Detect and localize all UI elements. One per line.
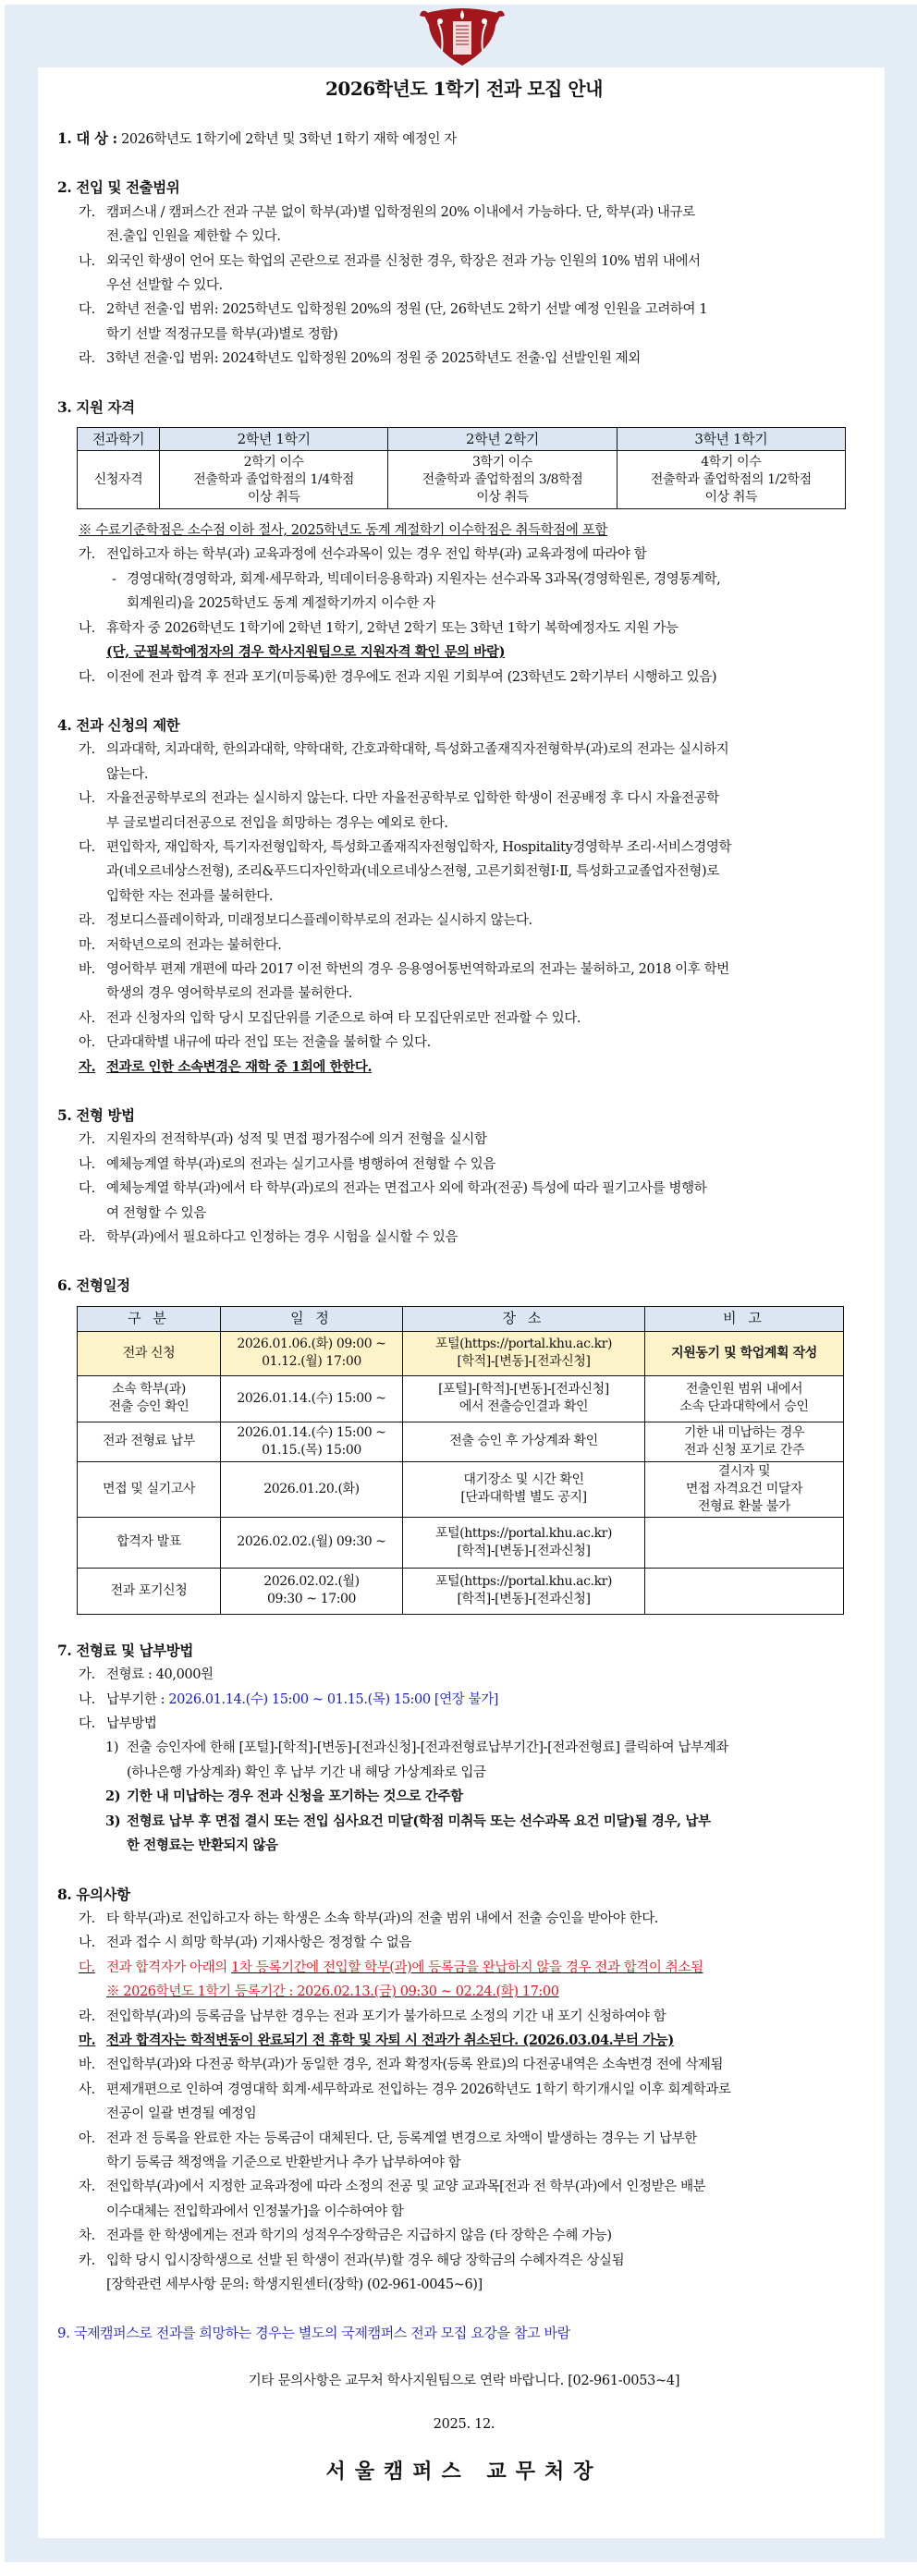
cell-line: 2학기 이수 [243,454,304,470]
section-heading: 2. 전입 및 전출범위 [57,178,180,197]
item-line: 예체능계열 학부(과)로의 전과는 실기고사를 병행하여 전형할 수 있음 [106,1156,495,1172]
schedule-category-cell [78,1331,221,1375]
item-line: 전입학부(과)와 다전공 학부(과)가 동일한 경우, 전과 확정자(등록 완료)의 다전공내역은 소속변경 전에 삭제됨 [106,2057,724,2073]
signature: 서울캠퍼스 교무처장 [325,2459,603,2484]
cell-line: 2026.01.14.(수) 15:00 ~ [237,1390,386,1406]
list-item [79,2005,871,2029]
schedule-place-cell [403,1568,645,1614]
item-line [106,1056,871,1080]
list-item [79,2175,871,2224]
table-cell [160,451,388,509]
cell-line: 전과 전형료 납부 [103,1434,195,1449]
list-item [79,1226,871,1250]
table-header: 구 분 [78,1306,221,1331]
item-line: 전입학부(과)에서 지정한 교육과정에 따라 소정의 전공 및 교양 교과목[전과 전 학부(과)에서 인정받은 배분 [106,2179,706,2195]
cell-line: 4학기 이수 [701,454,762,470]
item-line: 전공이 일괄 변경될 예정임 [106,2106,257,2122]
section-heading: 9. 국제캠퍼스로 전과를 희망하는 경우는 별도의 국제캠퍼스 전과 모집 요강을 참고 바람 [57,2325,570,2342]
cell-line: 지원동기 및 학업계획 작성 [671,1345,817,1361]
item-line: 납부방법 [106,1716,157,1732]
cell-line: [학적]-[변동]-[전과신청] [457,1592,591,1607]
list-item [79,617,871,665]
university-crest-icon [418,6,507,67]
cell-line: 전출 승인 후 가상계좌 확인 [449,1434,598,1449]
table-header: 일 정 [221,1306,403,1331]
cell-line: 2026.01.14.(수) 15:00 ~ [237,1424,386,1440]
cell-line: 전출인원 범위 내에서 [685,1382,803,1398]
section-text: 2026학년도 1학기에 2학년 및 3학년 1학기 재학 예정인 자 [121,132,457,147]
section-target [57,127,871,152]
item-line [106,2029,871,2053]
cell-line: 전출학과 졸업학점의 3/8학점 [422,471,583,487]
schedule-place-cell [403,1422,645,1461]
text-segment: ※ 2026학년도 1학기 등록기간 : 2026.02.13.(금) 09:30 ~ 02.24.(화) 17:00 [106,1984,559,2000]
list-item [79,1056,871,1080]
issue-date: 2025. 12. [433,2416,495,2432]
item-label: 다. [79,302,95,318]
schedule-place-cell [403,1517,645,1568]
cell-line: 전출학과 졸업학점의 1/2학점 [650,471,812,487]
schedule-place-cell [403,1461,645,1517]
cell-line: 이상 취득 [704,489,758,505]
schedule-schedule-cell [221,1422,403,1461]
item-label: 바. [79,961,95,977]
text-segment: 납부기한 : [106,1691,169,1707]
item-line: 저학년으로의 전과는 불허한다. [106,937,282,953]
cell-line: 포털(https://portal.khu.ac.kr) [434,1337,613,1352]
eligibility-table [77,427,846,509]
section-heading: 8. 유의사항 [57,1885,130,1903]
section-transfer-range [57,176,871,371]
cell-line: 2026.02.02.(월) [263,1574,360,1590]
cell-line: [단과대학별 별도 공지] [460,1490,587,1506]
item-line: 캠퍼스내 / 캠퍼스간 전과 구분 없이 학부(과)별 입학정원의 20% 이내에서 가능하다. 단, 학부(과) 내규로 [106,204,695,220]
item-line: 학생의 경우 영어학부로의 전과를 불허한다. [106,986,352,1002]
item-line: 않는다. [106,766,149,782]
section-eligibility [57,396,871,690]
item-label: 아. [79,1035,95,1051]
note-item [79,519,871,543]
item-label: 아. [79,2130,95,2146]
item-label: 가. [79,204,95,220]
table-row [78,1422,844,1461]
cell-line: 2026.01.06.(화) 09:00 ~ [237,1337,386,1352]
item-line: 입학 당시 입시장학생으로 선발 된 학생이 전과(부)할 경우 해당 장학금의 수혜자격은 상실됨 [106,2252,625,2268]
table-header: 비 고 [645,1306,844,1331]
schedule-note-cell [645,1375,844,1422]
sub-item [112,568,871,617]
contact-info: 기타 문의사항은 교무처 학사지원팀으로 연락 바랍니다. [02-961-0053~4] [248,2373,680,2388]
list-item [79,1712,871,1736]
item-label: 나. [79,791,95,807]
table-row [78,1517,844,1568]
item-line: 학기 선발 적정규모를 학부(과)별로 정함) [106,326,338,342]
item-line: 학기 등록금 책정액을 기준으로 반환받거나 추가 납부하여야 함 [106,2155,461,2170]
schedule-place-cell [403,1375,645,1422]
schedule-note-cell [645,1517,844,1568]
list-item [79,1688,871,1712]
table-cell [388,451,617,509]
cell-line: 2026.01.20.(화) [263,1481,360,1496]
item-line: 전과 접수 시 희망 학부(과) 기재사항은 정정할 수 없음 [106,1935,411,1951]
schedule-table [77,1306,844,1615]
table-header-row [78,1306,844,1331]
item-label: 바. [79,2057,95,2073]
item-label: 자. [79,2179,95,2195]
section-heading: 1. 대 상 : [57,129,117,147]
item-line: 전출 승인자에 한해 [포털]-[학적]-[변동]-[전과신청]-[전과전형료납부기간]-[전과전형료] 클릭하여 납부계좌 [127,1740,728,1756]
item-label: 나. [79,253,95,269]
item-label: 사. [79,1010,95,1026]
document-title: 2026학년도 1학기 전과 모집 안내 [325,78,603,100]
text-segment: 전과로 인한 소속변경은 재학 중 1회에 한한다. [106,1058,373,1075]
list-item [79,1931,871,1955]
item-label: 라. [79,1230,95,1246]
table-row [78,1568,844,1614]
item-label: 나. [79,1691,95,1707]
item-label: 1) [105,1740,119,1756]
table-header: 3학년 1학기 [617,428,845,451]
schedule-category-cell [78,1375,221,1422]
cell-line: 결시자 및 [717,1463,771,1479]
item-label: - [112,571,116,587]
cell-line: 소속 단과대학에서 승인 [679,1399,809,1415]
item-line: 외국인 학생이 언어 또는 학업의 곤란으로 전과를 신청한 경우, 학장은 전과 가능 인원의 10% 범위 내에서 [106,253,701,269]
item-line: 회계원리)을 2025학년도 동계 계절학기까지 이수한 자 [127,596,435,612]
university-logo [418,6,507,67]
item-label: 가. [79,742,95,758]
table-header: 2학년 2학기 [388,428,617,451]
section-heading: 7. 전형료 및 납부방법 [57,1641,193,1659]
list-item [79,2029,871,2053]
cell-line: 전과 신청 [122,1345,176,1361]
item-line [106,641,871,665]
item-line [127,1834,871,1858]
item-line: 의과대학, 치과대학, 한의과대학, 약학대학, 간호과학대학, 특성화고졸재직자전형학부(과)로의 전과는 실시하지 [106,742,729,758]
section-heading: 6. 전형일정 [57,1276,130,1295]
list-item [79,2127,871,2176]
cell-line: 01.15.(목) 15:00 [262,1442,361,1458]
item-label: 다. [79,1959,95,1975]
section-notes [57,1883,871,2298]
cell-line: 이상 취득 [247,489,300,505]
item-line: 전입학부(과)의 등록금을 납부한 경우는 전과 포기가 불가하므로 소정의 기간 내 포기 신청하여야 함 [106,2008,666,2024]
text-segment: 2026.01.14.(수) 15:00 ~ 01.15.(목) 15:00 [연장 불가] [168,1691,499,1707]
text-segment: 전과 합격자가 아래의 [106,1959,232,1975]
table-cell [617,451,845,509]
cell-line: 전출학과 졸업학점의 1/4학점 [193,471,355,487]
cell-line: 전과 포기신청 [110,1582,188,1598]
schedule-category-cell [78,1422,221,1461]
schedule-schedule-cell [221,1461,403,1517]
list-item [79,934,871,958]
list-item [79,298,871,347]
item-label: 마. [79,937,95,953]
item-label: 차. [79,2228,95,2244]
item-line: 학부(과)에서 필요하다고 인정하는 경우 시험을 실시할 수 있음 [106,1230,458,1246]
item-label: 3) [105,1813,121,1829]
item-label: 가. [79,1132,95,1148]
table-header: 장 소 [403,1306,645,1331]
item-line [127,1810,871,1834]
item-list [57,1128,871,1250]
schedule-note-cell [645,1422,844,1461]
schedule-note-cell [645,1568,844,1614]
list-item [79,1007,871,1031]
item-line: 전.출입 인원을 제한할 수 있다. [106,229,281,245]
table-header: 2학년 1학기 [160,428,388,451]
item-label: 사. [79,2082,95,2097]
table-header: 전과학기 [78,428,160,451]
item-line: 3학년 전출·입 범위: 2024학년도 입학정원 20%의 정원 중 2025학년도 전출·입 선발인원 제외 [106,351,641,367]
list-item [79,1128,871,1152]
text-segment: 기한 내 미납하는 경우 전과 신청을 포기하는 것으로 간주함 [127,1789,463,1805]
cell-line: 2026.02.02.(월) 09:30 ~ [237,1534,386,1550]
list-item [79,2053,871,2077]
list-item [79,250,871,299]
list-item [79,738,871,787]
list-item [105,1810,871,1859]
cell-line: [학적]-[변동]-[전과신청] [457,1543,591,1558]
table-row [78,1461,844,1517]
item-line [79,519,871,543]
item-line: 전과 신청자의 입학 당시 모집단위를 기준으로 하여 타 모집단위로만 전과할 수 있다. [106,1010,581,1026]
table-row [78,451,846,509]
item-label: 마. [79,2032,96,2048]
cell-line: 포털(https://portal.khu.ac.kr) [434,1525,613,1541]
item-line: 영어학부 편제 개편에 따라 2017 이전 학번의 경우 응용영어통번역학과로의 전과는 불허하고, 2018 이후 학번 [106,961,729,977]
item-label: 라. [79,2008,95,2024]
cell-line: 3학기 이수 [471,454,533,470]
item-line: 전과를 한 학생에게는 전과 학기의 성적우수장학금은 지급하지 않음 (타 장학은 수혜 가능) [106,2228,612,2244]
list-item [79,1956,871,2005]
cell-line: 포털(https://portal.khu.ac.kr) [434,1574,613,1590]
list-item [79,347,871,371]
item-list [57,1663,871,1858]
list-item [79,958,871,1007]
item-line: 예체능계열 학부(과)에서 타 학부(과)로의 전과는 면접고사 외에 학과(전공) 특성에 따라 필기고사를 병행하 [106,1181,707,1197]
item-line [106,1980,871,2004]
item-line: 여 전형할 수 있음 [106,1205,206,1221]
item-line: 편입학자, 재입학자, 특기자전형입학자, 특성화고졸재직자전형입학자, Hospitality경영학부 조리·서비스경영학 [106,839,732,855]
item-line: 우선 선발할 수 있다. [106,278,223,294]
list-item [79,1907,871,1931]
cell-line: [학적]-[변동]-[전과신청] [457,1354,591,1370]
list-item [79,1177,871,1226]
text-segment: ※ 수료기준학점은 소수점 이하 절사, 2025학년도 동계 계절학기 이수학점은 취득학점에 포함 [79,523,607,539]
section-heading: 3. 지원 자격 [57,397,135,416]
list-item [105,1736,871,1785]
table-row [78,1375,844,1422]
cell-line: 면접 자격요건 미달자 [685,1481,803,1496]
schedule-schedule-cell [221,1375,403,1422]
list-item [79,909,871,933]
cell-line: 전과 신청 포기로 간주 [683,1442,805,1458]
schedule-schedule-cell [221,1568,403,1614]
cell-line: 면접 및 실기고사 [103,1481,195,1496]
list-item [79,2078,871,2127]
item-label: 다. [79,839,95,855]
item-line: 과(네오르네상스전형), 조리&푸드디자인학과(네오르네상스전형, 고른기회전형Ⅰ·Ⅱ, 특성화고교졸업자전형)로 [106,864,719,880]
item-label: 나. [79,1935,95,1951]
list-item [79,836,871,909]
item-line: 지원자의 전적학부(과) 성적 및 면접 평가점수에 의거 전형을 실시함 [106,1132,487,1148]
section-schedule [57,1274,871,1614]
item-list [57,738,871,1080]
item-label: 2) [105,1789,121,1805]
schedule-schedule-cell [221,1331,403,1375]
section-global-campus [57,2321,871,2345]
list-item [79,2249,871,2298]
cell-line: 전출 승인 확인 [108,1399,190,1415]
item-label: 가. [79,1911,95,1926]
item-list [57,1907,871,2298]
cell-line: 전형료 환불 불가 [698,1498,790,1514]
item-line: 편제개편으로 인하여 경영대학 회계·세무학과로 전입하는 경우 2026학년도 1학기 학기개시일 이후 회계학과로 [106,2082,731,2097]
item-line: (하나은행 가상계좌) 확인 후 납부 기간 내 해당 가상계좌로 입금 [127,1764,486,1780]
schedule-category-cell [78,1461,221,1517]
cell-line: 01.12.(월) 17:00 [262,1354,361,1370]
cell-line: 에서 전출승인결과 확인 [458,1399,589,1415]
list-item [79,1153,871,1177]
item-label: 자. [79,1058,96,1075]
list-item [79,1663,871,1687]
schedule-place-cell [403,1331,645,1375]
item-line: 전형료 : 40,000원 [106,1667,214,1683]
item-line: 단과대학별 내규에 따라 전입 또는 전출을 불허할 수 있다. [106,1035,431,1051]
text-segment: 전과 합격자는 학적변동이 완료되기 전 휴학 및 자퇴 시 전과가 취소된다. (2026.03.04.부터 가능) [106,2032,674,2048]
item-label: 가. [79,547,95,563]
list-item [79,787,871,836]
item-line: 전입하고자 하는 학부(과) 교육과정에 선수과목이 있는 경우 전입 학부(과) 교육과정에 따라야 함 [106,547,647,563]
item-line: 자율전공학부로의 전과는 실시하지 않는다. 다만 자율전공학부로 입학한 학생이 전공배정 후 다시 자율전공학 [106,791,719,807]
list-item [105,1785,871,1809]
cell-line: [포털]-[학적]-[변동]-[전과신청] [438,1382,609,1398]
schedule-note-cell [645,1461,844,1517]
notice-document [38,67,885,2538]
schedule-category-cell [78,1568,221,1614]
cell-line: 이상 취득 [476,489,529,505]
table-row-label: 신청자격 [78,451,160,509]
text-segment: 1차 등록기간에 전입할 학부(과)에 등록금을 완납하지 않을 경우 전과 합격이 취소됨 [231,1959,703,1975]
list-item [79,1031,871,1055]
table-header-row [78,428,846,451]
section-restrictions [57,714,871,1080]
item-line [106,1688,871,1712]
item-label: 라. [79,913,95,929]
item-line: 휴학자 중 2026학년도 1학기에 2학년 1학기, 2학년 2학기 또는 3학년 1학기 복학예정자도 지원 가능 [106,620,679,636]
schedule-schedule-cell [221,1517,403,1568]
item-label: 가. [79,1667,95,1683]
item-line: 입학한 자는 전과를 불허한다. [106,888,274,904]
item-line: 전과 전 등록을 완료한 자는 등록금이 대체된다. 단, 등록계열 변경으로 차액이 발생하는 경우는 기 납부한 [106,2130,697,2146]
list-item [79,543,871,567]
item-list [57,201,871,372]
item-line: 경영대학(경영학과, 회계·세무학과, 빅데이터응용학과) 지원자는 선수과목 3과목(경영학원론, 경영통계학, [127,571,721,587]
list-item [79,2224,871,2248]
table-row [78,1331,844,1375]
item-line [127,1785,871,1809]
item-line: 이수대체는 전입학과에서 인정불가]을 이수하여야 함 [106,2204,404,2219]
text-segment: (단, 군필복학예정자의 경우 학사지원팀으로 지원자격 확인 문의 바람) [106,644,506,661]
cell-line: 소속 학부(과) [112,1382,186,1398]
list-item [79,665,871,690]
section-heading: 4. 전과 신청의 제한 [57,715,180,734]
item-label: 다. [79,669,95,685]
item-label: 나. [79,1156,95,1172]
item-line: 타 학부(과)로 전입하고자 하는 학생은 소속 학부(과)의 전출 범위 내에서 전출 승인을 받아야 한다. [106,1911,659,1926]
item-line: 부 글로벌리더전공으로 전입을 희망하는 경우는 예외로 한다. [106,815,448,831]
item-line [106,1956,871,1980]
cell-line: 기한 내 미납하는 경우 [683,1424,805,1440]
item-line: [장학관련 세부사항 문의: 학생지원센터(장학) (02-961-0045~6)] [106,2277,483,2292]
item-list [57,519,871,690]
schedule-note-cell [645,1331,844,1375]
section-selection-method [57,1104,871,1250]
list-item [79,201,871,250]
section-heading: 5. 전형 방법 [57,1106,135,1124]
text-segment: 한 전형료는 반환되지 않음 [127,1837,278,1854]
cell-line: 09:30 ~ 17:00 [266,1592,357,1607]
cell-line: 합격자 발표 [116,1534,181,1550]
item-label: 나. [79,620,95,636]
schedule-category-cell [78,1517,221,1568]
item-line: 이전에 전과 합격 후 전과 포기(미등록)한 경우에도 전과 지원 기회부여 (23학년도 2학기부터 시행하고 있음) [106,669,717,685]
item-label: 카. [79,2252,95,2268]
text-segment: 전형료 납부 후 면접 결시 또는 전입 심사요건 미달(학점 미취득 또는 선수과목 요건 미달)될 경우, 납부 [127,1813,711,1829]
item-label: 다. [79,1181,95,1197]
cell-line: 대기장소 및 시간 확인 [463,1472,584,1488]
section-fee [57,1639,871,1859]
item-line: 정보디스플레이학과, 미래정보디스플레이학부로의 전과는 실시하지 않는다. [106,913,532,929]
item-line: 2학년 전출·입 범위: 2025학년도 입학정원 20%의 정원 (단, 26학년도 2학기 선발 예정 인원을 고려하여 1 [106,302,708,318]
item-label: 라. [79,351,95,367]
item-label: 다. [79,1716,95,1732]
